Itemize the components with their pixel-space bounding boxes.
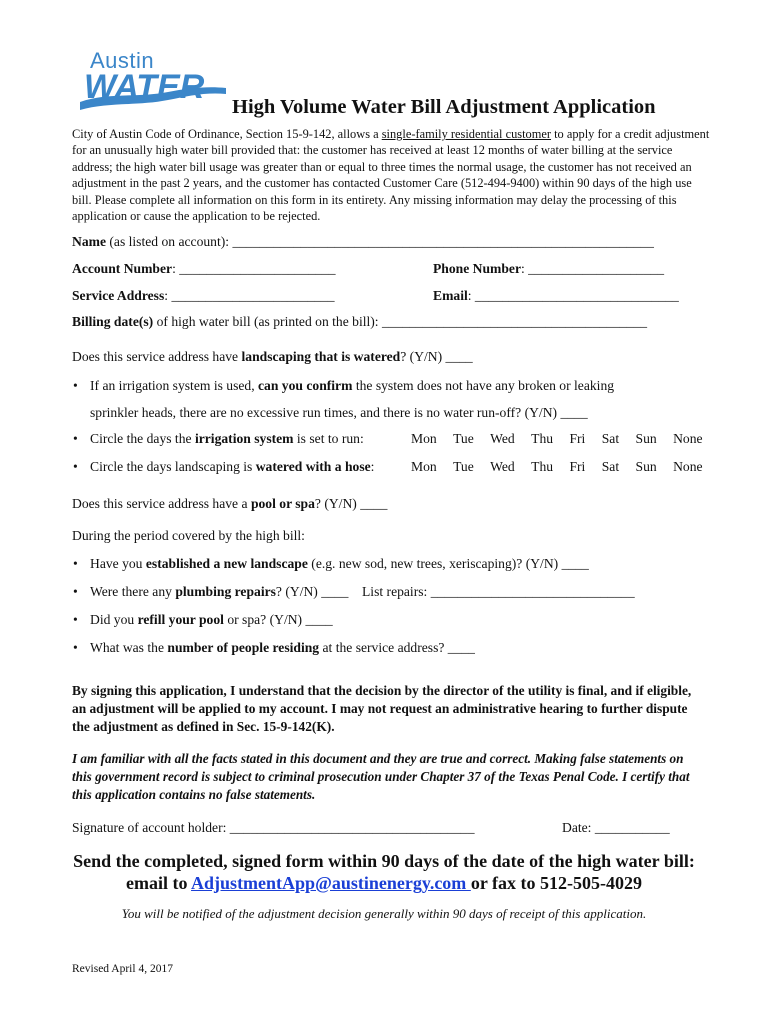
bullet-irrigation-days: • Circle the days the irrigation system is set to run: bbox=[90, 431, 364, 447]
declaration-paragraph: By signing this application, I understand that the decision by the director of the utility is final, and if eligible, an adjustment will be applied to my account. I may not request an administrative hearing to further dispute the adjustment as defined in Sec. 15-9-142(K). bbox=[72, 683, 692, 734]
hose-days-options[interactable] bbox=[398, 459, 703, 475]
name-blank[interactable]: ______________________________________________________________ bbox=[232, 234, 654, 249]
phone-number-field[interactable]: Phone Number: ____________________ bbox=[433, 261, 665, 276]
bullet-new-landscape[interactable]: • Have you established a new landscape (e.g. new sod, new trees, xeriscaping)? (Y/N) ____ bbox=[90, 556, 589, 572]
austin-water-logo bbox=[78, 48, 228, 114]
logo-austin-text: Austin bbox=[90, 48, 155, 73]
irrigation-day-tue[interactable]: Tue bbox=[453, 431, 474, 446]
signature-blank[interactable]: ____________________________________ bbox=[229, 820, 475, 835]
question-landscaping[interactable]: Does this service address have landscaping that is watered? (Y/N) ____ bbox=[72, 349, 473, 364]
irrigation-day-none[interactable]: None bbox=[673, 431, 703, 446]
account-number-field[interactable]: Account Number: _______________________ bbox=[72, 261, 336, 276]
revised-date: Revised April 4, 2017 bbox=[72, 963, 173, 975]
intro-paragraph: City of Austin Code of Ordinance, Section 15-9-142, allows a single-family residential customer to apply for a credit adjustment for an unusually high water bill provided that: the customer has received at least 12 months of water billing at the service address; the high water bill usage was greater than or equal to three times the normal usage, the customer has not received an adjustment in the past 2 years, and the customer has contacted Customer Care (512-494-9400) within 90 days of the high use bill. Please complete all information on this form in its entirety. Any missing information may delay the processing of this application or cause the application to be rejected. bbox=[72, 127, 710, 224]
irrigation-day-fri[interactable]: Fri bbox=[569, 431, 586, 446]
irrigation-day-sun[interactable]: Sun bbox=[635, 431, 657, 446]
send-line-1: Send the completed, signed form within 90 days of the date of the high water bill: bbox=[73, 851, 695, 871]
irrigation-day-thu[interactable]: Thu bbox=[531, 431, 554, 446]
irrigation-day-sat[interactable]: Sat bbox=[601, 431, 620, 446]
bullet-people-residing[interactable]: • What was the number of people residing at the service address? ____ bbox=[90, 640, 475, 656]
signature-field[interactable]: Signature of account holder: ____________________________________ bbox=[72, 820, 475, 835]
billing-dates-field[interactable]: Billing date(s) of high water bill (as printed on the bill): _______________________________________ bbox=[72, 314, 648, 329]
service-address-blank[interactable]: : ________________________ bbox=[164, 288, 335, 303]
logo-water-wave-icon bbox=[78, 68, 228, 114]
page-title: High Volume Water Bill Adjustment Application bbox=[232, 96, 656, 118]
bullet-refill-pool[interactable]: • Did you refill your pool or spa? (Y/N) ____ bbox=[90, 612, 333, 628]
bullet-plumbing-repairs[interactable]: • Were there any plumbing repairs? (Y/N) ____ List repairs: ______________________________ bbox=[90, 584, 635, 600]
irrigation-day-wed[interactable]: Wed bbox=[490, 431, 515, 446]
phone-number-blank[interactable]: : ____________________ bbox=[520, 261, 665, 276]
account-number-blank[interactable]: : _______________________ bbox=[172, 261, 336, 276]
notification-note: You will be notified of the adjustment decision generally within 90 days of receipt of this application. bbox=[121, 906, 647, 921]
certification-paragraph: I am familiar with all the facts stated in this document and they are true and correct. Making false statements on this government record is subject to criminal prosecution under Chapter 37 of the Texas Penal Code. I certify that this application contains no false statements. bbox=[72, 751, 690, 802]
email-link[interactable]: AdjustmentApp@austinenergy.com bbox=[191, 873, 471, 893]
bullet-irrigation-confirm[interactable]: • If an irrigation system is used, can you confirm the system does not have any broken or leaking bbox=[90, 378, 614, 394]
fax-number: or fax to 512-505-4029 bbox=[470, 873, 642, 893]
question-pool-spa[interactable]: Does this service address have a pool or spa? (Y/N) ____ bbox=[72, 496, 388, 511]
email-field[interactable]: Email: ______________________________ bbox=[433, 288, 679, 303]
period-intro: During the period covered by the high bill: bbox=[72, 528, 305, 543]
hose-day-fri[interactable]: Fri bbox=[569, 459, 586, 474]
hose-day-none[interactable]: None bbox=[673, 459, 703, 474]
logo-water-text: WATER bbox=[84, 68, 205, 106]
date-blank[interactable]: ___________ bbox=[594, 820, 670, 835]
hose-day-sat[interactable]: Sat bbox=[601, 459, 620, 474]
send-line-2: email to AdjustmentApp@austinenergy.com or fax to 512-505-4029 bbox=[126, 873, 642, 893]
irrigation-day-mon[interactable]: Mon bbox=[411, 431, 437, 446]
date-field[interactable]: Date: ___________ bbox=[562, 820, 670, 835]
send-instructions bbox=[0, 850, 768, 894]
billing-dates-blank[interactable]: _______________________________________ bbox=[381, 314, 648, 329]
hose-day-wed[interactable]: Wed bbox=[490, 459, 515, 474]
email-blank[interactable]: : ______________________________ bbox=[467, 288, 679, 303]
name-field[interactable]: Name (as listed on account): ______________________________________________________________ bbox=[72, 234, 654, 249]
hose-day-tue[interactable]: Tue bbox=[453, 459, 474, 474]
service-address-field[interactable]: Service Address: ________________________ bbox=[72, 288, 335, 303]
hose-day-sun[interactable]: Sun bbox=[635, 459, 657, 474]
irrigation-confirm-continued[interactable]: sprinkler heads, there are no excessive run times, and there is no water run-off? (Y/N) ____ bbox=[90, 405, 588, 420]
hose-day-mon[interactable]: Mon bbox=[411, 459, 437, 474]
hose-day-thu[interactable]: Thu bbox=[531, 459, 554, 474]
bullet-hose-days: • Circle the days landscaping is watered with a hose: bbox=[90, 459, 374, 475]
irrigation-days-options[interactable] bbox=[398, 431, 703, 447]
